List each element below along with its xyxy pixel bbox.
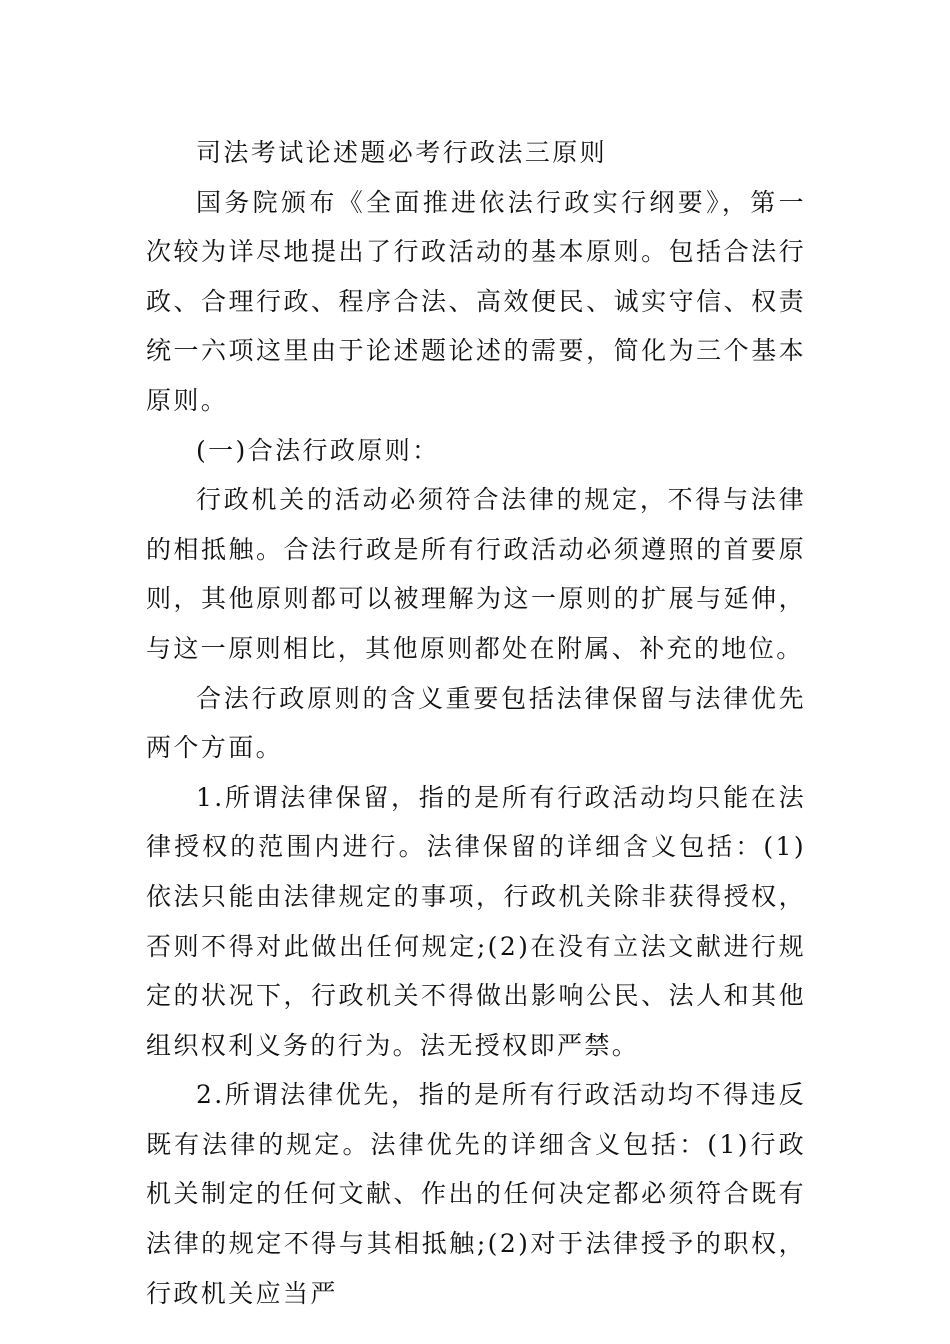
paragraph-legal-administration: 行政机关的活动必须符合法律的规定，不得与法律的相抵触。合法行政是所有行政活动必须遵照的首要原则，其他原则都可以被理解为这一原则的扩展与延伸，与这一原则相比，其他原则都处在附属、补充的地位。 [146, 485, 806, 663]
paragraph-intro: 国务院颁布《全面推进依法行政实行纲要》，第一次较为详尽地提出了行政活动的基本原则。包括合法行政、合理行政、程序合法、高效便民、诚实守信、权责统一六项这里由于论述题论述的需要，简化为三个基本原则。 [146, 187, 806, 415]
paragraph-legal-reservation: 1.所谓法律保留，指的是所有行政活动均只能在法律授权的范围内进行。法律保留的详细含义包括：(1)依法只能由法律规定的事项，行政机关除非获得授权，否则不得对此做出任何规定;(2)在没有立法文献进行规定的状况下，行政机关不得做出影响公民、法人和其他组织权利义务的行为。法无授权即严禁。 [146, 782, 806, 1060]
paragraph-legal-priority: 2.所谓法律优先，指的是所有行政活动均不得违反既有法律的规定。法律优先的详细含义包括：(1)行政机关制定的任何文献、作出的任何决定都必须符合既有法律的规定不得与其相抵触;(2)对于法律授予的职权，行政机关应当严 [146, 1080, 806, 1308]
section-heading-legal-administration: (一)合法行政原则： [196, 435, 440, 465]
paragraph-meaning: 合法行政原则的含义重要包括法律保留与法律优先两个方面。 [146, 683, 806, 763]
document-title: 司法考试论述题必考行政法三原则 [196, 138, 608, 167]
document-body [146, 128, 806, 1318]
